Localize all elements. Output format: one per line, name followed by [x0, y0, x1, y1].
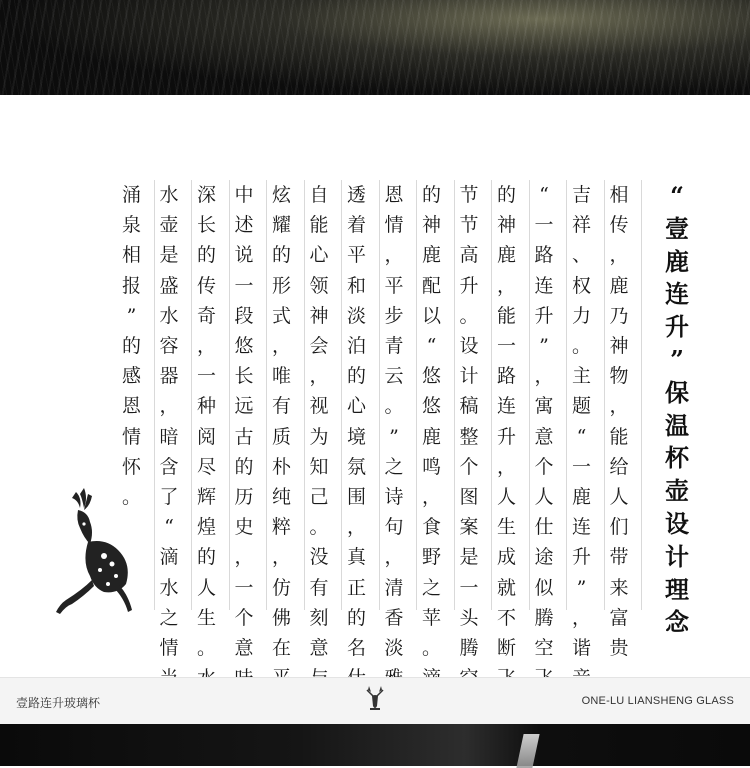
title-char: ” — [670, 344, 684, 374]
title-char: 连 — [665, 279, 689, 309]
title-char: 理 — [665, 574, 689, 604]
text-column: 涌 泉 相 报 ” 的 感 恩 情 怀 。 — [113, 180, 151, 512]
title-char: 计 — [665, 541, 689, 571]
text-column: 深 长 的 传 奇 ， 一 种 阅 尽 辉 煌 的 人 生 。 — [188, 180, 226, 724]
title-char: 升 — [665, 312, 689, 342]
title-char: 温 — [665, 410, 689, 440]
text-column: 炫 耀 的 形 式 ， 唯 有 质 朴 纯 粹 ， 仿 佛 在 — [263, 180, 301, 724]
page-title — [651, 180, 703, 639]
title-char: 壹 — [665, 213, 689, 243]
title-char: 壶 — [665, 476, 689, 506]
bottom-dark-banner — [0, 724, 750, 766]
text-column: 水 壶 是 盛 水 容 器 ， 暗 含 了 “ 滴 水 之 情 — [150, 180, 188, 693]
footer-brand-cn: 壹路连升玻璃杯 — [16, 696, 101, 710]
footer-bar — [0, 677, 750, 725]
title-char: 保 — [665, 377, 689, 407]
leaping-deer-icon — [48, 484, 138, 634]
title-char: 鹿 — [665, 246, 689, 276]
title-char: 念 — [665, 607, 689, 637]
deer-head-logo-icon — [364, 684, 386, 714]
text-column: 节 节 高 升 。 设 计 稿 整 个 图 案 是 一 头 腾 — [450, 180, 488, 754]
title-char: 设 — [665, 508, 689, 538]
text-column: 吉 祥 、 权 力 。 主 题 “ 一 鹿 连 升 ” ， 谐 — [563, 180, 601, 693]
text-column: 透 着 平 和 淡 泊 的 心 境 氛 围 ， 真 正 的 名 — [338, 180, 376, 693]
text-column: 相 传 ， 鹿 乃 神 物 ， 能 给 人 们 带 来 富 贵 — [600, 180, 638, 663]
text-column: 的 神 鹿 ， 能 一 路 连 升 ， 人 生 成 就 不 断 — [488, 180, 526, 724]
text-column: 中 述 说 一 段 悠 长 远 古 的 历 史 ， 一 个 意 — [225, 180, 263, 693]
text-column: “ 一 路 连 升 ” ， 寓 意 个 人 仕 途 似 腾 空 — [525, 180, 563, 724]
top-wood-banner — [0, 0, 750, 95]
title-char: “ — [670, 181, 684, 210]
text-column: 自 能 心 领 神 会 ， 视 为 知 己 。 没 有 刻 意 — [300, 180, 338, 693]
footer-brand-en: ONE-LU LIANSHENG GLASS — [581, 695, 734, 707]
text-column: 的 神 鹿 配 以 “ 悠 悠 鹿 鸣 ， 食 野 之 苹 。 — [413, 180, 451, 724]
title-char: 杯 — [665, 443, 689, 473]
text-column: 恩 情 ， 平 步 青 云 。 ” 之 诗 句 ， 清 香 淡 — [375, 180, 413, 724]
